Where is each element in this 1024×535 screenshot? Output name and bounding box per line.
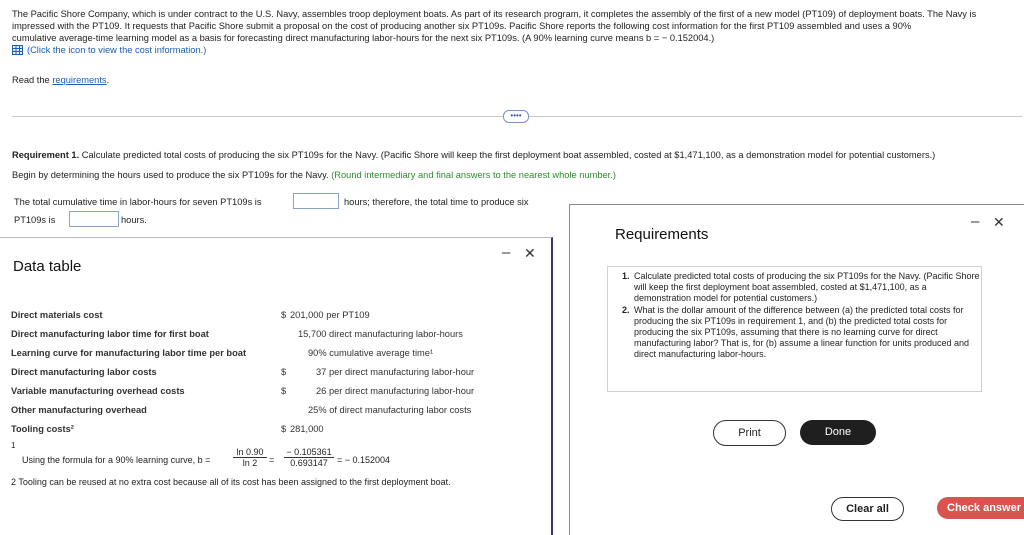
data-table-amount: 281,000 bbox=[290, 424, 324, 434]
minimize-icon[interactable]: – bbox=[502, 244, 511, 261]
data-table-description: direct manufacturing labor-hours bbox=[329, 329, 463, 339]
read-requirements-line: Read the requirements. bbox=[12, 75, 110, 85]
data-table-value bbox=[316, 386, 474, 396]
data-table-description: per direct manufacturing labor-hour bbox=[328, 367, 475, 377]
data-table-row-label: Variable manufacturing overhead costs bbox=[11, 386, 185, 396]
data-table-row-label: Direct manufacturing labor costs bbox=[11, 367, 157, 377]
begin-instruction: Begin by determining the hours used to produce the six PT109s for the Navy. (Round intermediary and final answers to the nearest whole number.) bbox=[12, 170, 616, 180]
data-table-row-label: Tooling costs² bbox=[11, 424, 74, 434]
data-table-currency: $ bbox=[281, 386, 287, 396]
cost-info-link-text[interactable]: (Click the icon to view the cost information.) bbox=[27, 45, 207, 55]
data-table-row-label: Direct materials cost bbox=[11, 310, 103, 320]
problem-intro bbox=[12, 8, 1022, 56]
close-icon[interactable]: ✕ bbox=[993, 214, 1005, 230]
clear-all-button[interactable]: Clear all bbox=[831, 497, 904, 521]
data-table-description: cumulative average time¹ bbox=[329, 348, 434, 358]
footnote-1-text: Using the formula for a 90% learning curve, b = bbox=[22, 455, 211, 465]
data-table-value bbox=[308, 348, 433, 358]
data-table-amount: 15,700 bbox=[298, 329, 327, 339]
print-button[interactable]: Print bbox=[713, 420, 786, 446]
requirements-link[interactable]: requirements bbox=[52, 75, 107, 85]
data-table-row-label: Direct manufacturing labor time for first boat bbox=[11, 329, 209, 339]
question-line-2: PT109s is bbox=[14, 215, 56, 225]
hours-unit: hours. bbox=[121, 215, 147, 225]
close-icon[interactable]: ✕ bbox=[524, 245, 536, 261]
intro-line-1: The Pacific Shore Company, which is under contract to the U.S. Navy, assembles troop deployment boats. As part of its research program, it completes the assembly of the first of a new model (PT109) of deployment boats. The Navy is bbox=[12, 9, 977, 19]
requirement-item: 2. What is the dollar amount of the difference between (a) the predicted total costs for producing the six PT109s in requirement 1, and (b) the predicted total costs for producing the six PT109s, assuming that there is no learning curve for direct manufacturing labor? That is, for (b) assume a linear function for units produced and direct manufacturing labor-hours. bbox=[632, 305, 981, 360]
check-answer-button[interactable]: Check answer bbox=[937, 497, 1024, 519]
data-table-description: per PT109 bbox=[326, 310, 370, 320]
data-table-amount: 37 bbox=[316, 367, 327, 377]
data-table-description: of direct manufacturing labor costs bbox=[329, 405, 472, 415]
requirement-1-heading: Requirement 1. Calculate predicted total costs of producing the six PT109s for the Navy. (Pacific Shore will keep the first deployment boat assembled, costed at $1,471,100, as a demonstration model for potential customers.) bbox=[12, 150, 936, 160]
question-line-1b: hours; therefore, the total time to produce six bbox=[344, 197, 529, 207]
cost-info-link[interactable] bbox=[12, 44, 1022, 56]
data-table-panel: Data table – ✕ Direct materials cost $ 201,000 per PT109 Direct manufacturing labor time for first boat 15,700 direct manufacturing labor-hours Learning curve for manufacturing labor time per boat 90% cumulative average time¹ Direct manufacturing labor costs $ 37 per direct manufacturing labor-hour Variable manufacturing overhead costs $ 26 per direct manufacturing labor-hour Other manufacturing overhead 25% of direct manufacturing labor costs Tooling costs² $ 281,000 1 Using the formula for a 90% learning curve, b = ln 0.90 ln 2 = − 0.105361 0.693147 = − 0.152004 2 Tooling can be reused at no extra cost because all of its cost has been assigned to the first deployment boat. bbox=[0, 237, 553, 535]
data-table-row-label: Learning curve for manufacturing labor time per boat bbox=[11, 348, 247, 358]
data-table-amount: 26 bbox=[316, 386, 327, 396]
data-table-value bbox=[298, 329, 463, 339]
requirements-list bbox=[608, 271, 981, 360]
data-table-value bbox=[308, 405, 471, 415]
rounding-note: (Round intermediary and final answers to the nearest whole number.) bbox=[331, 170, 616, 180]
done-button[interactable]: Done bbox=[800, 420, 876, 445]
table-icon[interactable] bbox=[12, 45, 23, 55]
data-table-currency: $ bbox=[281, 367, 287, 377]
data-table-title: Data table bbox=[13, 258, 82, 275]
six-boats-hours-input[interactable] bbox=[69, 211, 119, 227]
intro-line-2: impressed with the PT109. It requests that Pacific Shore submit a proposal on the cost of producing another six PT109s. Pacific Shore reports the following cost information for the first PT109 assembled and uses a 90% bbox=[12, 21, 912, 31]
fraction-ln: ln 0.90 ln 2 bbox=[233, 447, 267, 468]
data-table-amount: 90% bbox=[308, 348, 327, 358]
data-table-value bbox=[290, 310, 370, 320]
data-table-row-label: Other manufacturing overhead bbox=[11, 405, 147, 415]
intro-line-3: cumulative average-time learning model as a basis for forecasting direct manufacturing labor-hours for the next six PT109s. (A 90% learning curve means b = − 0.152004.) bbox=[12, 33, 715, 43]
fraction-values: − 0.105361 0.693147 bbox=[284, 447, 334, 468]
requirement-item: 1. Calculate predicted total costs of producing the six PT109s for the Navy. (Pacific Shore will keep the first deployment boat assembled, costed at $1,471,100, as a demonstration model for potential customers.) bbox=[632, 271, 981, 304]
footnote-1-marker: 1 bbox=[11, 441, 16, 450]
footnote-2-text: 2 Tooling can be reused at no extra cost because all of its cost has been assigned to the first deployment boat. bbox=[11, 477, 451, 487]
data-table-value bbox=[290, 424, 324, 434]
seven-boats-hours-input[interactable] bbox=[293, 193, 339, 209]
requirements-list-box bbox=[607, 266, 982, 392]
minimize-icon[interactable]: – bbox=[971, 213, 980, 230]
data-table-description: per direct manufacturing labor-hour bbox=[328, 386, 475, 396]
footnote-1-result: = − 0.152004 bbox=[337, 455, 391, 465]
data-table-currency: $ bbox=[281, 310, 287, 320]
expand-more-button[interactable]: •••• bbox=[503, 110, 529, 123]
data-table-amount: 201,000 bbox=[290, 310, 324, 320]
data-table-amount: 25% bbox=[308, 405, 327, 415]
data-table-value bbox=[316, 367, 474, 377]
requirements-title: Requirements bbox=[615, 226, 709, 243]
question-line-1: The total cumulative time in labor-hours for seven PT109s is bbox=[14, 197, 262, 207]
data-table-currency: $ bbox=[281, 424, 287, 434]
